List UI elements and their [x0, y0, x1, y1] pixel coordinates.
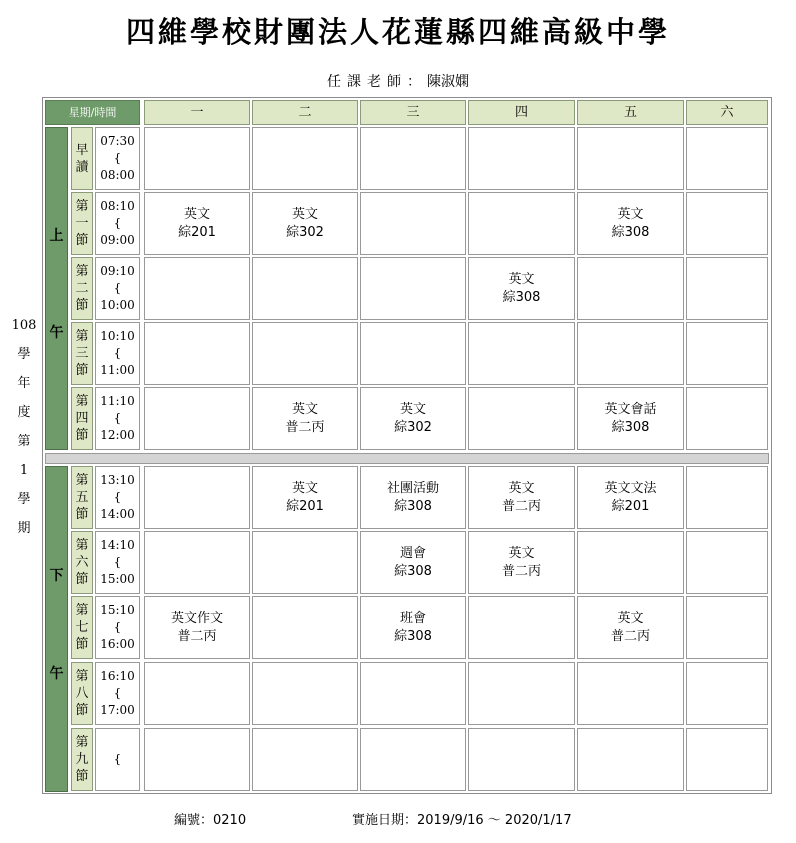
time-end: 09:00 [100, 233, 135, 247]
class-cell [577, 322, 684, 385]
class-cell [686, 531, 768, 594]
class-cell [360, 728, 466, 791]
time-separator: { [113, 620, 122, 634]
semester-char: 第 [17, 434, 31, 449]
time-end: 15:00 [100, 572, 135, 586]
time-end: 14:00 [100, 507, 135, 521]
period-time [95, 322, 140, 385]
period-time [95, 127, 140, 190]
period-name: 第八節 [75, 669, 89, 718]
period-time [95, 596, 140, 659]
class-cell [252, 662, 358, 725]
day-header: 二 [252, 100, 358, 125]
day-header: 五 [577, 100, 684, 125]
class-cell [360, 596, 466, 659]
time-separator: { [113, 490, 122, 504]
class-cell [144, 257, 250, 320]
time-end: 17:00 [100, 703, 135, 717]
time-end: 12:00 [100, 428, 135, 442]
semester-year: 108 [11, 318, 37, 333]
period-label [71, 662, 93, 725]
period-name: 第三節 [75, 329, 89, 378]
course-name: 英文 [291, 480, 318, 496]
teacher-label: 任課老師： [327, 74, 427, 90]
time-start: 10:10 [100, 329, 135, 343]
course-name: 週會 [399, 545, 426, 561]
time-start: 07:30 [100, 134, 135, 148]
class-cell [468, 531, 575, 594]
class-cell [686, 257, 768, 320]
class-cell [360, 127, 466, 190]
class-cell [144, 387, 250, 450]
afternoon-label [45, 466, 68, 792]
period-time [95, 662, 140, 725]
class-cell [144, 192, 250, 255]
period-name: 早讀 [75, 142, 89, 175]
class-cell [468, 192, 575, 255]
half-char: 午 [49, 324, 64, 341]
class-cell [252, 466, 358, 529]
period-label [71, 257, 93, 320]
time-separator: { [113, 151, 122, 165]
class-cell [686, 127, 768, 190]
semester-char: 學 [17, 492, 31, 507]
code-label: 編號： [174, 813, 214, 828]
period-name: 第一節 [75, 199, 89, 248]
classroom: 普二丙 [177, 628, 217, 644]
time-separator: { [113, 686, 122, 700]
course-name: 班會 [399, 610, 426, 626]
semester-number: 1 [19, 463, 29, 478]
class-cell [144, 728, 250, 791]
period-name: 第九節 [75, 735, 89, 784]
class-cell [360, 322, 466, 385]
time-separator: { [113, 411, 122, 425]
semester-char: 期 [17, 521, 31, 536]
class-cell [577, 662, 684, 725]
class-cell [468, 387, 575, 450]
period-time [95, 387, 140, 450]
class-cell [252, 728, 358, 791]
class-cell [252, 192, 358, 255]
time-start: 16:10 [100, 669, 135, 683]
class-cell [360, 662, 466, 725]
period-label [71, 596, 93, 659]
date-range: 2019/9/16 ～ 2020/1/17 [417, 813, 572, 828]
day-header: 三 [360, 100, 466, 125]
teacher-line [0, 71, 796, 91]
class-cell [360, 387, 466, 450]
classroom: 綜201 [611, 498, 650, 514]
semester-vertical-label [6, 311, 42, 543]
classroom: 普二丙 [501, 498, 541, 514]
course-name: 英文 [183, 206, 210, 222]
classroom: 綜308 [394, 498, 432, 514]
class-cell [252, 596, 358, 659]
class-cell [577, 728, 684, 791]
classroom: 普二丙 [501, 563, 541, 579]
period-label [71, 387, 93, 450]
period-label [71, 531, 93, 594]
period-name: 第六節 [75, 538, 89, 587]
class-cell [468, 466, 575, 529]
time-separator: { [113, 752, 122, 766]
classroom: 綜302 [394, 419, 432, 435]
class-cell [252, 387, 358, 450]
day-header: 六 [686, 100, 768, 125]
class-cell [468, 257, 575, 320]
half-char: 午 [49, 665, 64, 682]
class-cell [252, 127, 358, 190]
time-end: 10:00 [100, 298, 135, 312]
half-char: 下 [49, 567, 64, 584]
time-start: 09:10 [100, 264, 135, 278]
time-separator: { [113, 555, 122, 569]
classroom: 綜308 [502, 289, 541, 305]
code-value: 0210 [213, 813, 247, 828]
course-name: 英文 [617, 206, 644, 222]
class-cell [577, 127, 684, 190]
time-start: 14:10 [100, 538, 135, 552]
class-cell [144, 596, 250, 659]
class-cell [686, 192, 768, 255]
time-end: 11:00 [100, 363, 135, 377]
classroom: 綜302 [286, 224, 324, 240]
period-label [71, 192, 93, 255]
time-end: 08:00 [100, 168, 135, 182]
classroom: 綜308 [611, 419, 650, 435]
class-cell [686, 662, 768, 725]
morning-label [45, 127, 68, 450]
period-name: 第五節 [75, 473, 89, 522]
period-name: 第二節 [75, 264, 89, 313]
footer-date [352, 809, 572, 828]
period-time [95, 257, 140, 320]
course-name: 英文會話 [604, 401, 657, 417]
class-cell [360, 192, 466, 255]
class-cell [577, 466, 684, 529]
day-header: 四 [468, 100, 575, 125]
date-label: 實施日期： [352, 813, 418, 828]
class-cell [468, 662, 575, 725]
time-start: 08:10 [100, 199, 135, 213]
time-separator: { [113, 346, 122, 360]
period-name: 第七節 [75, 603, 89, 652]
teacher-name: 陳淑嫻 [427, 74, 469, 90]
class-cell [144, 466, 250, 529]
time-start: 11:10 [100, 394, 135, 408]
class-cell [686, 322, 768, 385]
course-name: 英文 [617, 610, 644, 626]
course-name: 英文文法 [604, 480, 657, 496]
footer-code [174, 809, 246, 828]
course-name: 英文 [508, 545, 535, 561]
period-time [95, 192, 140, 255]
class-cell [577, 596, 684, 659]
period-time [95, 531, 140, 594]
course-name: 社團活動 [386, 480, 439, 496]
class-cell [686, 387, 768, 450]
class-cell [144, 322, 250, 385]
period-time [95, 466, 140, 529]
class-cell [144, 662, 250, 725]
classroom: 綜308 [394, 628, 432, 644]
semester-char: 度 [17, 405, 31, 420]
class-cell [577, 531, 684, 594]
time-separator: { [113, 216, 122, 230]
period-label [71, 466, 93, 529]
class-cell [686, 728, 768, 791]
classroom: 普二丙 [610, 628, 650, 644]
classroom: 綜201 [178, 224, 216, 240]
day-header: 一 [144, 100, 250, 125]
header-corner: 星期/時間 [45, 100, 140, 125]
class-cell [468, 127, 575, 190]
class-cell [144, 127, 250, 190]
course-name: 英文 [508, 480, 535, 496]
time-separator: { [113, 281, 122, 295]
time-start: 13:10 [100, 473, 135, 487]
classroom: 綜308 [611, 224, 650, 240]
class-cell [360, 257, 466, 320]
course-name: 英文作文 [170, 610, 223, 626]
class-cell [252, 322, 358, 385]
class-cell [468, 728, 575, 791]
class-cell [577, 257, 684, 320]
class-cell [360, 466, 466, 529]
time-start: 15:10 [100, 603, 135, 617]
period-label [71, 728, 93, 791]
lunch-divider [45, 453, 769, 464]
half-char: 上 [49, 227, 64, 244]
class-cell [577, 387, 684, 450]
course-name: 英文 [508, 271, 535, 287]
period-name: 第四節 [75, 394, 89, 443]
class-cell [144, 531, 250, 594]
class-cell [686, 596, 768, 659]
period-label [71, 322, 93, 385]
period-time [95, 728, 140, 791]
classroom: 普二丙 [285, 419, 325, 435]
class-cell [468, 596, 575, 659]
classroom: 綜201 [286, 498, 324, 514]
class-cell [360, 531, 466, 594]
classroom: 綜308 [394, 563, 432, 579]
semester-char: 學 [17, 347, 31, 362]
course-name: 英文 [291, 206, 318, 222]
period-label [71, 127, 93, 190]
class-cell [577, 192, 684, 255]
class-cell [468, 322, 575, 385]
time-end: 16:00 [100, 637, 135, 651]
class-cell [252, 531, 358, 594]
semester-char: 年 [17, 376, 31, 391]
class-cell [686, 466, 768, 529]
course-name: 英文 [291, 401, 318, 417]
class-cell [252, 257, 358, 320]
school-title: 四維學校財團法人花蓮縣四維高級中學 [125, 15, 670, 49]
course-name: 英文 [399, 401, 426, 417]
